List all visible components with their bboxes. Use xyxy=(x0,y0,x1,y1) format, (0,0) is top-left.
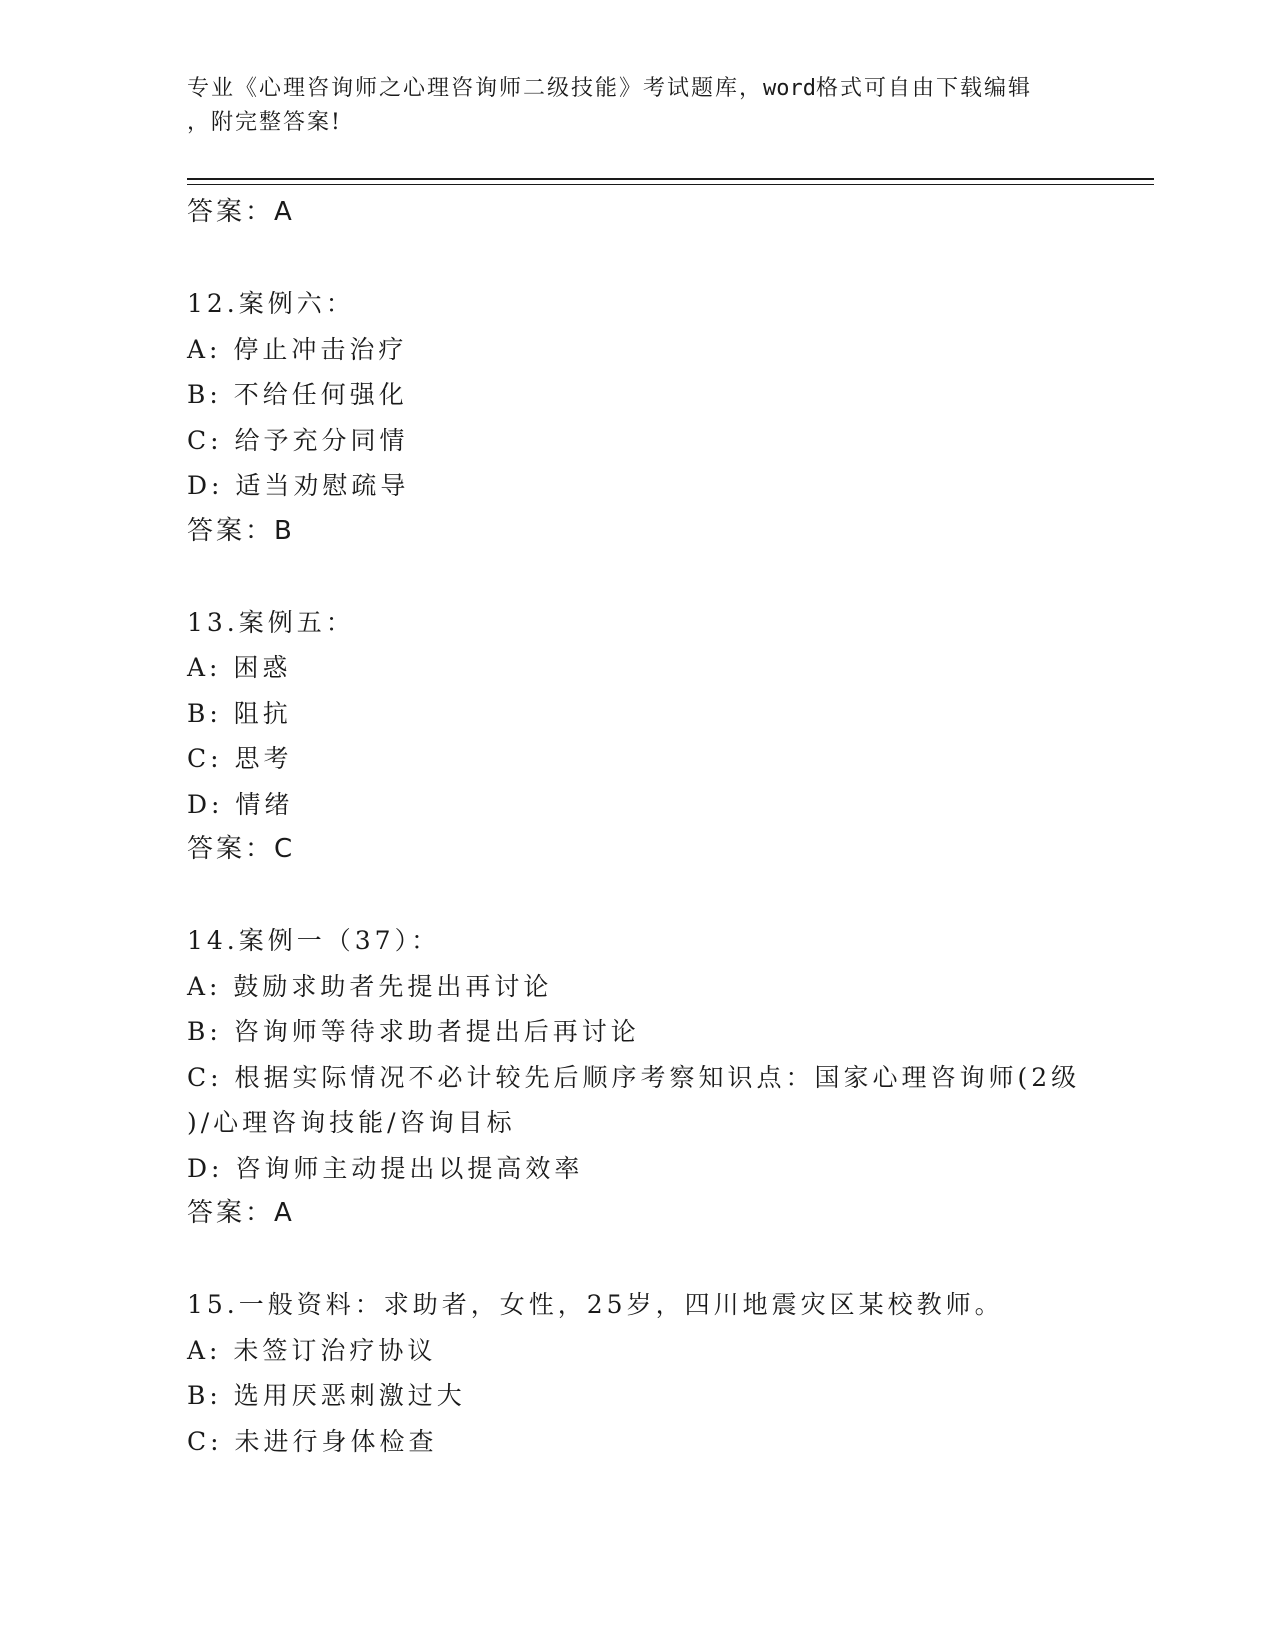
question-13-answer: 答案：C xyxy=(187,834,296,864)
spacer xyxy=(187,554,1147,600)
answer-11: 答案：A xyxy=(187,197,295,227)
question-13-option-a: A: 困惑 xyxy=(187,653,292,682)
question-12-title: 12.案例六： xyxy=(187,289,355,318)
spacer xyxy=(187,873,1147,919)
question-15-option-a: A: 未签订治疗协议 xyxy=(187,1335,437,1365)
question-14-option-b: B: 咨询师等待求助者提出后再讨论 xyxy=(187,1017,640,1046)
question-12-option-c: C: 给予充分同情 xyxy=(187,425,409,455)
spacer xyxy=(187,236,1147,282)
question-14-option-d: D: 咨询师主动提出以提高效率 xyxy=(187,1153,584,1183)
question-13-option-d: D: 情绪 xyxy=(187,789,294,819)
question-14-option-a: A: 鼓励求助者先提出再讨论 xyxy=(187,971,553,1001)
header-line-2: ，附完整答案! xyxy=(187,110,342,135)
spacer xyxy=(187,1237,1147,1283)
question-13-title: 13.案例五： xyxy=(187,607,355,637)
header-word: word xyxy=(763,76,816,101)
question-14-option-c-line2: )/心理咨询技能/咨询目标 xyxy=(187,1108,516,1137)
header-text-after: 格式可自由下载编辑 xyxy=(816,76,1033,101)
header-rule-thick xyxy=(187,178,1154,180)
header-text-before: 专业《心理咨询师之心理咨询师二级技能》考试题库， xyxy=(187,76,764,101)
question-12-answer: 答案：B xyxy=(187,515,295,546)
header-rule-thin xyxy=(187,184,1154,185)
question-15-title: 15.一般资料：求助者，女性，25岁，四川地震灾区某校教师。 xyxy=(187,1290,1004,1319)
question-14-answer: 答案：A xyxy=(187,1198,295,1228)
document-header xyxy=(187,72,1087,140)
question-12-option-a: A: 停止冲击治疗 xyxy=(187,334,408,364)
question-14-title: 14.案例一（37）： xyxy=(187,926,441,955)
question-13-option-b: B: 阻抗 xyxy=(187,698,292,728)
question-13-option-c: C: 思考 xyxy=(187,744,293,773)
question-15-option-b: B: 选用厌恶刺激过大 xyxy=(187,1381,466,1410)
question-list xyxy=(187,190,1147,1464)
question-12-option-b: B: 不给任何强化 xyxy=(187,380,408,409)
question-15-option-c: C: 未进行身体检查 xyxy=(187,1426,438,1456)
question-14-option-c-line1: C: 根据实际情况不必计较先后顺序考察知识点：国家心理咨询师(2级 xyxy=(187,1062,1081,1092)
question-12-option-d: D: 适当劝慰疏导 xyxy=(187,471,410,500)
